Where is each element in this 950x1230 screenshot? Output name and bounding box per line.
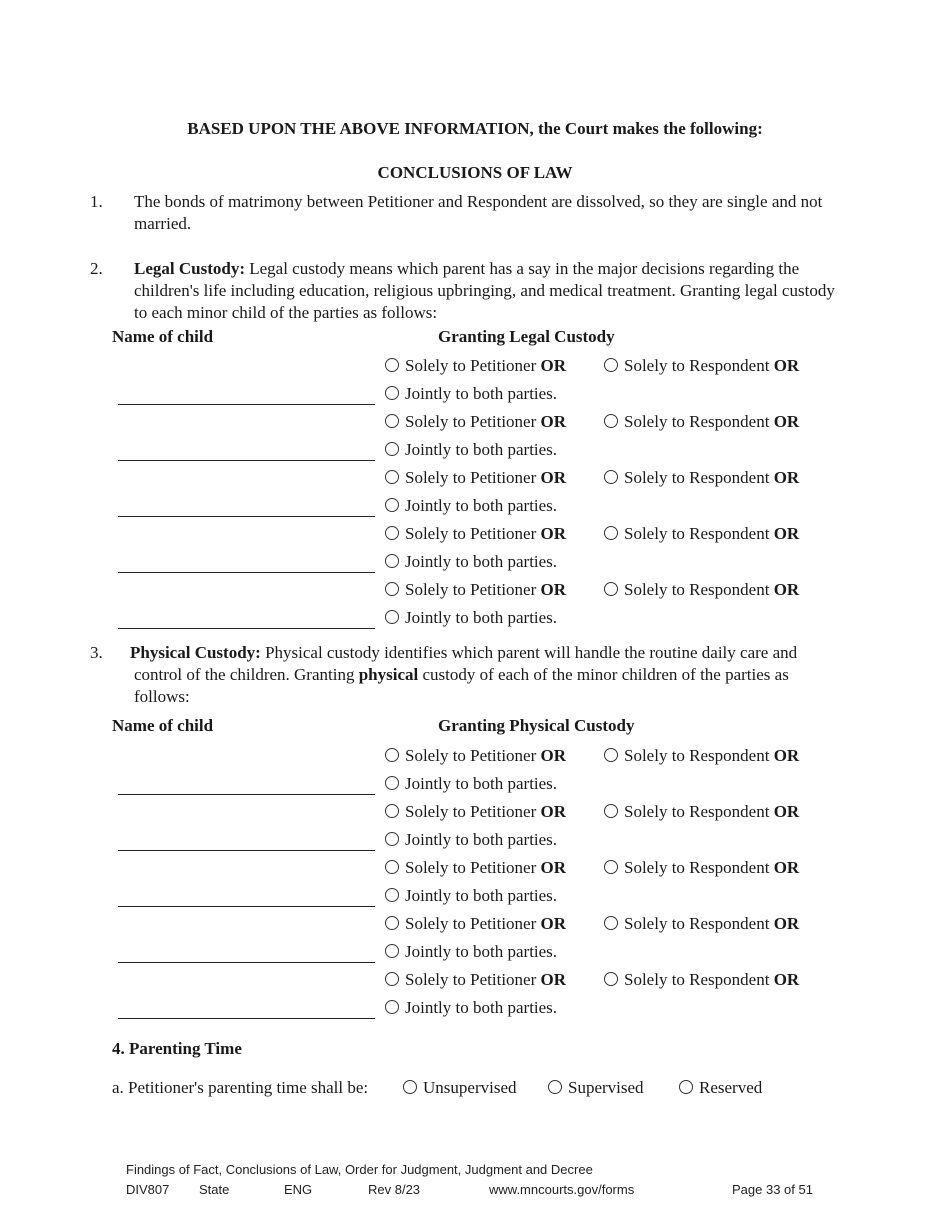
physical-petitioner-option[interactable] [385, 914, 566, 934]
conclusion-1 [90, 191, 847, 235]
physical-jointly-option[interactable] [385, 774, 557, 794]
option-label: Solely to Respondent [624, 412, 774, 431]
physical-name-column-header: Name of child [112, 716, 214, 735]
physical-jointly-option[interactable] [385, 886, 557, 906]
item-text: The bonds of matrimony between Petitioner and Respondent are dissolved, so they are single and not married. [134, 192, 823, 233]
or-label: OR [540, 356, 567, 375]
radio-button[interactable] [604, 414, 618, 428]
radio-button[interactable] [385, 944, 399, 958]
radio-button[interactable] [385, 386, 399, 400]
radio-button[interactable] [385, 414, 399, 428]
legal-grant-column-header: Granting Legal Custody [438, 327, 615, 346]
option-label: Jointly to both parties. [405, 774, 558, 793]
legal-child-name-field[interactable] [118, 460, 375, 461]
physical-petitioner-option[interactable] [385, 970, 566, 990]
option-label: Jointly to both parties. [405, 608, 558, 627]
or-label: OR [540, 970, 567, 989]
footer-language: ENG [284, 1182, 313, 1197]
or-label: OR [540, 412, 567, 431]
legal-name-column-header: Name of child [112, 327, 214, 346]
item-text: Legal custody means which parent has a say in the major decisions regarding the children's life including education, religious upbringing, and medical treatment. Granting legal custody to each minor child of the parties as follows: [134, 259, 835, 322]
item-number: 2. [90, 259, 103, 278]
legal-petitioner-option[interactable] [385, 356, 566, 376]
option-label: Solely to Respondent [624, 746, 774, 765]
footer-revision: Rev 8/23 [368, 1182, 421, 1197]
legal-respondent-option[interactable] [604, 524, 799, 544]
option-label: Solely to Petitioner [405, 412, 541, 431]
radio-button[interactable] [385, 610, 399, 624]
legal-jointly-option[interactable] [385, 384, 557, 404]
item-text: custody of each of the minor children of the parties as follows: [134, 665, 789, 706]
radio-button[interactable] [604, 860, 618, 874]
option-label: Jointly to both parties. [405, 886, 558, 905]
radio-button[interactable] [385, 916, 399, 930]
physical-respondent-option[interactable] [604, 914, 799, 934]
legal-respondent-option[interactable] [604, 356, 799, 376]
radio-button[interactable] [604, 972, 618, 986]
option-label: Solely to Respondent [624, 524, 774, 543]
or-label: OR [773, 524, 800, 543]
or-label: OR [540, 914, 567, 933]
option-label: Solely to Respondent [624, 802, 774, 821]
legal-child-name-field[interactable] [118, 516, 375, 517]
physical-respondent-option[interactable] [604, 858, 799, 878]
option-label: Jointly to both parties. [405, 998, 558, 1017]
legal-child-name-field[interactable] [118, 404, 375, 405]
physical-child-name-field[interactable] [118, 1018, 375, 1019]
or-label: OR [773, 356, 800, 375]
or-label: OR [773, 802, 800, 821]
petitioner-parenting-time-label: a. Petitioner's parenting time shall be: [112, 1078, 369, 1097]
or-label: OR [773, 580, 800, 599]
or-label: OR [540, 524, 567, 543]
radio-button[interactable] [604, 358, 618, 372]
radio-button[interactable] [385, 358, 399, 372]
footer-url[interactable]: www.mncourts.gov/forms [489, 1182, 635, 1197]
physical-jointly-option[interactable] [385, 942, 557, 962]
radio-button[interactable] [385, 526, 399, 540]
parenting-supervised-option[interactable] [548, 1078, 644, 1098]
legal-petitioner-option[interactable] [385, 580, 566, 600]
radio-button[interactable] [385, 498, 399, 512]
item-number: 3. [90, 643, 103, 662]
option-label: Solely to Petitioner [405, 580, 541, 599]
radio-button[interactable] [604, 582, 618, 596]
legal-petitioner-option[interactable] [385, 468, 566, 488]
option-label: Supervised [568, 1078, 644, 1097]
option-label: Unsupervised [423, 1078, 517, 1097]
physical-child-name-field[interactable] [118, 850, 375, 851]
legal-jointly-option[interactable] [385, 496, 557, 516]
physical-respondent-option[interactable] [604, 802, 799, 822]
footer-state: State [199, 1182, 230, 1197]
option-label: Solely to Respondent [624, 468, 774, 487]
legal-child-name-field[interactable] [118, 572, 375, 573]
radio-button[interactable] [604, 748, 618, 762]
radio-button[interactable] [604, 470, 618, 484]
physical-child-name-field[interactable] [118, 906, 375, 907]
radio-button[interactable] [385, 776, 399, 790]
legal-respondent-option[interactable] [604, 412, 799, 432]
item-text: Physical custody identifies which parent will handle the routine daily care and control of the children. Granting [134, 643, 798, 684]
or-label: OR [773, 468, 800, 487]
radio-button[interactable] [604, 916, 618, 930]
or-label: OR [540, 468, 567, 487]
radio-button[interactable] [679, 1080, 693, 1094]
option-label: Solely to Petitioner [405, 970, 541, 989]
legal-jointly-option[interactable] [385, 440, 557, 460]
or-label: OR [773, 412, 800, 431]
physical-child-name-field[interactable] [118, 794, 375, 795]
physical-jointly-option[interactable] [385, 830, 557, 850]
item-number: 1. [90, 192, 103, 211]
option-label: Solely to Respondent [624, 356, 774, 375]
intro-heading: BASED UPON THE ABOVE INFORMATION, the Court makes the following: [187, 119, 763, 138]
radio-button[interactable] [385, 1000, 399, 1014]
radio-button[interactable] [604, 804, 618, 818]
or-label: OR [540, 746, 567, 765]
radio-button[interactable] [548, 1080, 562, 1094]
conclusion-2-legal-custody [90, 258, 847, 324]
radio-button[interactable] [385, 888, 399, 902]
parenting-unsupervised-option[interactable] [403, 1078, 516, 1098]
physical-child-name-field[interactable] [118, 962, 375, 963]
option-label: Reserved [699, 1078, 763, 1097]
radio-button[interactable] [403, 1080, 417, 1094]
option-label: Jointly to both parties. [405, 942, 558, 961]
option-label: Jointly to both parties. [405, 496, 558, 515]
radio-button[interactable] [385, 442, 399, 456]
option-label: Solely to Petitioner [405, 468, 541, 487]
physical-grant-column-header: Granting Physical Custody [438, 716, 635, 735]
footer-form-title: Findings of Fact, Conclusions of Law, Order for Judgment, Judgment and Decree [126, 1162, 593, 1177]
or-label: OR [773, 858, 800, 877]
section-title: CONCLUSIONS OF LAW [377, 163, 573, 182]
option-label: Solely to Petitioner [405, 802, 541, 821]
or-label: OR [540, 858, 567, 877]
parenting-reserved-option[interactable] [679, 1078, 762, 1098]
or-label: OR [540, 802, 567, 821]
physical-jointly-option[interactable] [385, 998, 557, 1018]
footer-page-number: Page 33 of 51 [732, 1182, 813, 1197]
option-label: Jointly to both parties. [405, 384, 558, 403]
radio-button[interactable] [385, 748, 399, 762]
or-label: OR [773, 970, 800, 989]
physical-petitioner-option[interactable] [385, 746, 566, 766]
physical-respondent-option[interactable] [604, 970, 799, 990]
radio-button[interactable] [385, 972, 399, 986]
option-label: Solely to Respondent [624, 858, 774, 877]
radio-button[interactable] [385, 582, 399, 596]
option-label: Jointly to both parties. [405, 440, 558, 459]
option-label: Solely to Petitioner [405, 356, 541, 375]
option-label: Solely to Respondent [624, 970, 774, 989]
item-bold-label: Legal Custody: [134, 259, 245, 278]
item-bold-label: Physical Custody: [130, 643, 261, 662]
option-label: Solely to Petitioner [405, 858, 541, 877]
option-label: Solely to Petitioner [405, 914, 541, 933]
radio-button[interactable] [604, 526, 618, 540]
legal-respondent-option[interactable] [604, 580, 799, 600]
option-label: Solely to Respondent [624, 914, 774, 933]
option-label: Jointly to both parties. [405, 552, 558, 571]
option-label: Solely to Petitioner [405, 746, 541, 765]
legal-respondent-option[interactable] [604, 468, 799, 488]
physical-respondent-option[interactable] [604, 746, 799, 766]
legal-jointly-option[interactable] [385, 552, 557, 572]
legal-petitioner-option[interactable] [385, 524, 566, 544]
radio-button[interactable] [385, 860, 399, 874]
legal-child-name-field[interactable] [118, 628, 375, 629]
parenting-time-title: 4. Parenting Time [112, 1039, 242, 1058]
radio-button[interactable] [385, 470, 399, 484]
legal-jointly-option[interactable] [385, 608, 557, 628]
or-label: OR [540, 580, 567, 599]
or-label: OR [773, 746, 800, 765]
footer-form-code: DIV807 [126, 1182, 170, 1197]
conclusion-3-physical-custody [90, 642, 847, 708]
radio-button[interactable] [385, 554, 399, 568]
radio-button[interactable] [385, 804, 399, 818]
physical-petitioner-option[interactable] [385, 802, 566, 822]
radio-button[interactable] [385, 832, 399, 846]
option-label: Jointly to both parties. [405, 830, 558, 849]
physical-petitioner-option[interactable] [385, 858, 566, 878]
or-label: OR [773, 914, 800, 933]
item-bold-word: physical [358, 665, 419, 684]
legal-petitioner-option[interactable] [385, 412, 566, 432]
option-label: Solely to Respondent [624, 580, 774, 599]
option-label: Solely to Petitioner [405, 524, 541, 543]
